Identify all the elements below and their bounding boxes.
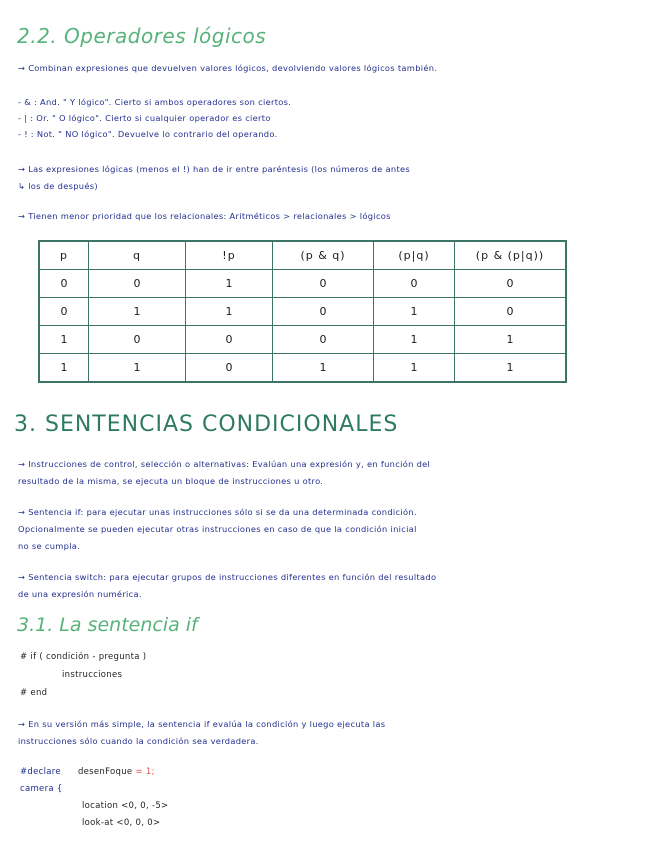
header-not-p: !p	[186, 241, 273, 270]
operator-not: - ! : Not. " NO lógico". Devuelve lo contrario del operando.	[18, 129, 278, 139]
header-q: q	[89, 241, 186, 270]
table-cell: 0	[273, 326, 374, 354]
table-row	[39, 270, 566, 298]
table-cell: 0	[39, 270, 89, 298]
table-cell: 1	[374, 354, 455, 383]
truth-table-header	[39, 241, 566, 270]
section-2-2-title: 2.2. Operadores lógicos	[17, 24, 267, 48]
code-location-line: location <0, 0, -5>	[82, 801, 169, 811]
control-instructions-paragraph	[18, 456, 430, 490]
code-var-name: desenFoque	[77, 767, 133, 777]
priority-note	[18, 208, 391, 225]
table-cell: 0	[39, 298, 89, 326]
code-camera-line: camera {	[20, 784, 63, 794]
table-cell: 1	[455, 354, 567, 383]
table-cell: 1	[89, 298, 186, 326]
operators-list	[18, 94, 291, 142]
paragraph-line: Opcionalmente se pueden ejecutar otras instrucciones en caso de que la condición inicial	[18, 524, 417, 534]
switch-statement-paragraph	[18, 569, 436, 603]
code-if-line: # if ( condición - pregunta )	[20, 652, 147, 662]
paragraph-line: no se cumpla.	[18, 541, 81, 551]
header-p-or-q: (p|q)	[374, 241, 455, 270]
section-3-1-title: 3.1. La sentencia if	[17, 614, 198, 636]
paragraph-line: instrucciones sólo cuando la condición sea verdadera.	[18, 736, 259, 746]
paragraph-line: de una expresión numérica.	[18, 589, 142, 599]
table-cell: 0	[273, 270, 374, 298]
table-row	[39, 354, 566, 383]
note-line-2: ↳ los de después)	[18, 181, 98, 191]
table-cell: 1	[89, 354, 186, 383]
code-declare-line	[20, 767, 155, 777]
table-cell: 0	[455, 270, 567, 298]
table-cell: 1	[39, 326, 89, 354]
table-cell: 0	[89, 270, 186, 298]
section-3-title: 3. SENTENCIAS CONDICIONALES	[14, 412, 399, 437]
code-assign: = 1;	[135, 767, 155, 777]
code-instructions-line: instrucciones	[62, 670, 123, 680]
code-declare-keyword: #declare	[20, 767, 61, 777]
header-p-and-p-or-q: (p & (p|q))	[455, 241, 567, 270]
code-end-line: # end	[20, 688, 48, 698]
if-explanation	[18, 716, 385, 750]
table-cell: 1	[374, 326, 455, 354]
table-cell: 0	[273, 298, 374, 326]
table-cell: 0	[89, 326, 186, 354]
table-row	[39, 298, 566, 326]
table-row	[39, 326, 566, 354]
parentheses-note	[18, 161, 410, 195]
note-line-1: → Las expresiones lógicas (menos el !) han de ir entre paréntesis (los números de antes	[18, 164, 411, 174]
table-cell: 1	[455, 326, 567, 354]
operator-and: - & : And. " Y lógico". Cierto si ambos operadores son ciertos.	[18, 97, 292, 107]
paragraph-line: → Instrucciones de control, selección o alternativas: Evalúan una expresión y, en función del	[18, 459, 431, 469]
table-cell: 0	[186, 354, 273, 383]
operators-intro	[18, 60, 437, 77]
paragraph-line: → En su versión más simple, la sentencia if evalúa la condición y luego ejecuta las	[18, 719, 386, 729]
intro-line: → Combinan expresiones que devuelven valores lógicos, devolviendo valores lógicos también.	[18, 63, 438, 73]
paragraph-line: → Sentencia if: para ejecutar unas instrucciones sólo si se da una determinada condición.	[18, 507, 417, 517]
if-statement-paragraph	[18, 504, 417, 555]
table-cell: 1	[374, 298, 455, 326]
truth-table	[38, 240, 567, 383]
table-cell: 0	[186, 326, 273, 354]
priority-line: → Tienen menor prioridad que los relacionales: Aritméticos > relacionales > lógicos	[18, 211, 391, 221]
table-cell: 0	[374, 270, 455, 298]
header-p-and-q: (p & q)	[273, 241, 374, 270]
table-cell: 1	[273, 354, 374, 383]
paragraph-line: → Sentencia switch: para ejecutar grupos de instrucciones diferentes en función del resultado	[18, 572, 437, 582]
table-cell: 0	[455, 298, 567, 326]
table-cell: 1	[186, 270, 273, 298]
code-lookat-line: look-at <0, 0, 0>	[82, 818, 161, 828]
table-cell: 1	[39, 354, 89, 383]
operator-or: - | : Or. " O lógico". Cierto si cualquier operador es cierto	[18, 113, 271, 123]
paragraph-line: resultado de la misma, se ejecuta un bloque de instrucciones u otro.	[18, 476, 324, 486]
table-cell: 1	[186, 298, 273, 326]
header-p: p	[39, 241, 89, 270]
